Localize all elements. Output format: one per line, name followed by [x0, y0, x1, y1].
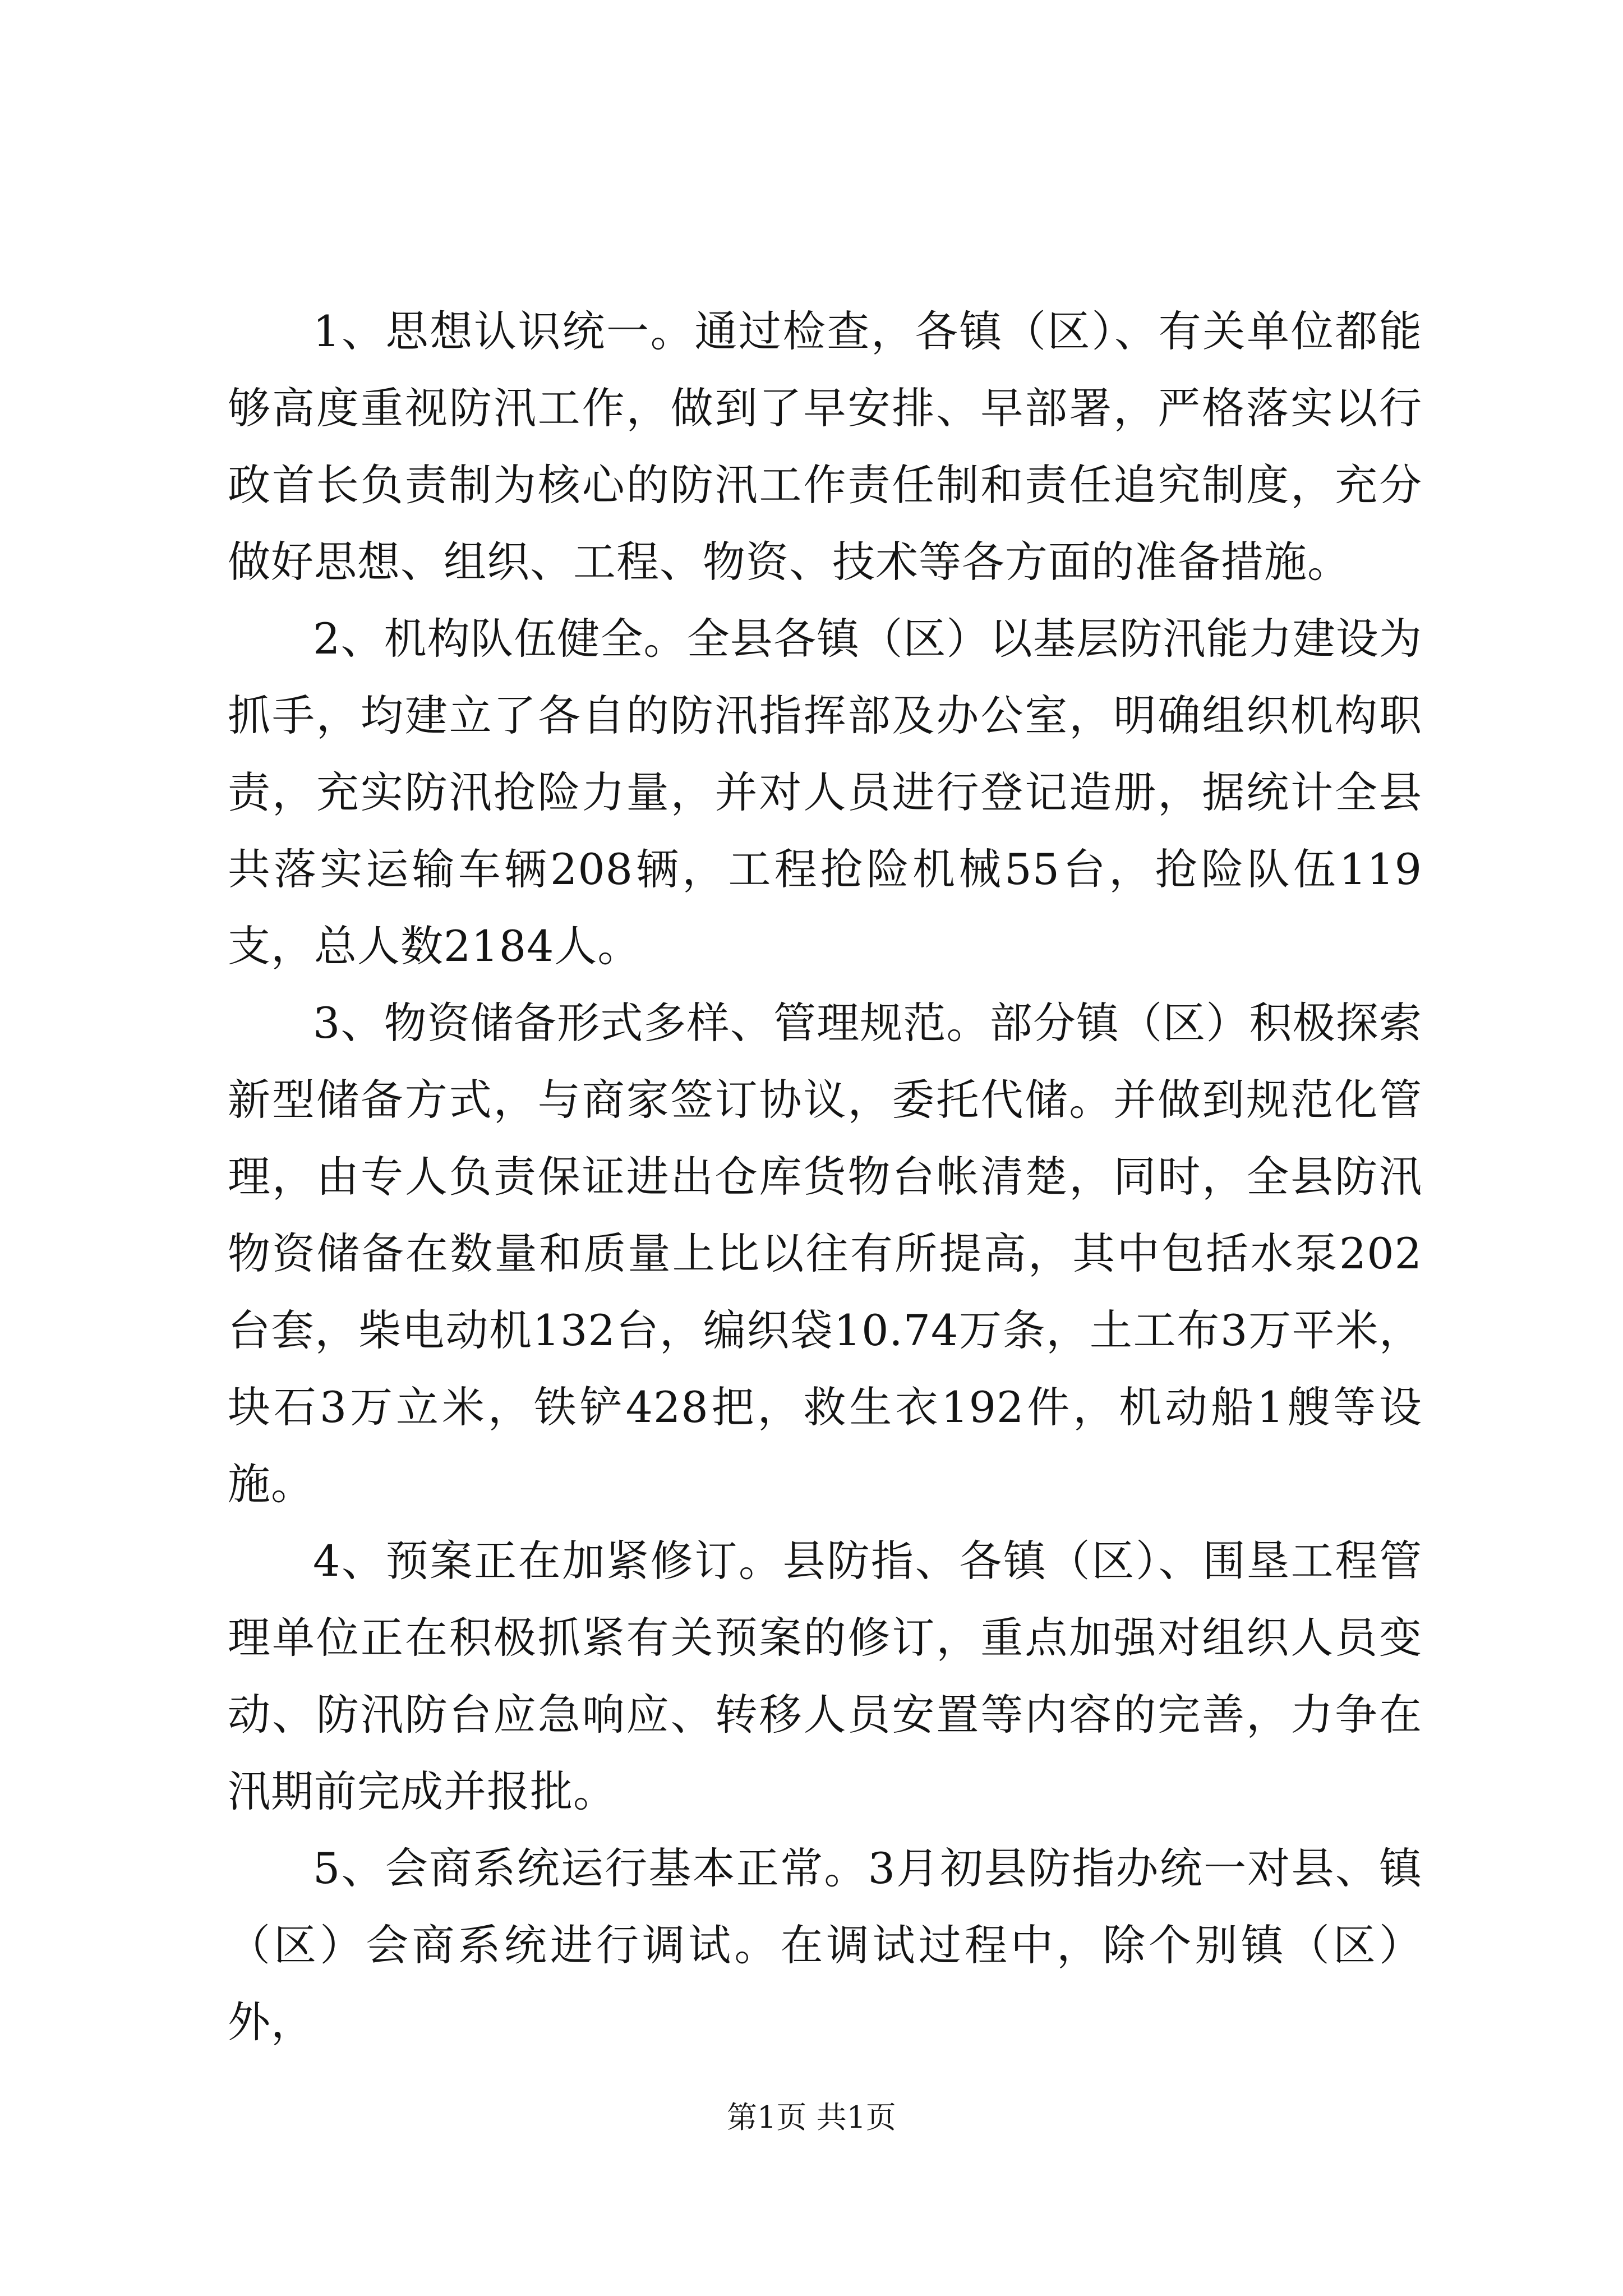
document-body	[228, 293, 1422, 2060]
paragraph-2: 2、机构队伍健全。全县各镇（区）以基层防汛能力建设为抓手，均建立了各自的防汛指挥部及办公室，明确组织机构职责，充实防汛抢险力量，并对人员进行登记造册，据统计全县共落实运输车辆208辆，工程抢险机械55台，抢险队伍119支，总人数2184人。	[228, 614, 1422, 971]
paragraph-5: 5、会商系统运行基本正常。3月初县防指办统一对县、镇（区）会商系统进行调试。在调试过程中，除个别镇（区）外，	[228, 1843, 1422, 2047]
paragraph-1: 1、思想认识统一。通过检查，各镇（区）、有关单位都能够高度重视防汛工作，做到了早安排、早部署，严格落实以行政首长负责制为核心的防汛工作责任制和责任追究制度，充分做好思想、组织、工程、物资、技术等各方面的准备措施。	[228, 306, 1422, 587]
paragraph-4: 4、预案正在加紧修订。县防指、各镇（区）、围垦工程管理单位正在积极抓紧有关预案的修订，重点加强对组织人员变动、防汛防台应急响应、转移人员安置等内容的完善，力争在汛期前完成并报批。	[228, 1536, 1422, 1816]
paragraph-3: 3、物资储备形式多样、管理规范。部分镇（区）积极探索新型储备方式，与商家签订协议，委托代储。并做到规范化管理，由专人负责保证进出仓库货物台帐清楚，同时，全县防汛物资储备在数量和质量上比以往有所提高，其中包括水泵202台套，柴电动机132台，编织袋10.74万条，土工布3万平米，块石3万立米，铁铲428把，救生衣192件，机动船1艘等设施。	[228, 998, 1422, 1509]
page-footer: 第1页 共1页	[727, 2100, 896, 2135]
